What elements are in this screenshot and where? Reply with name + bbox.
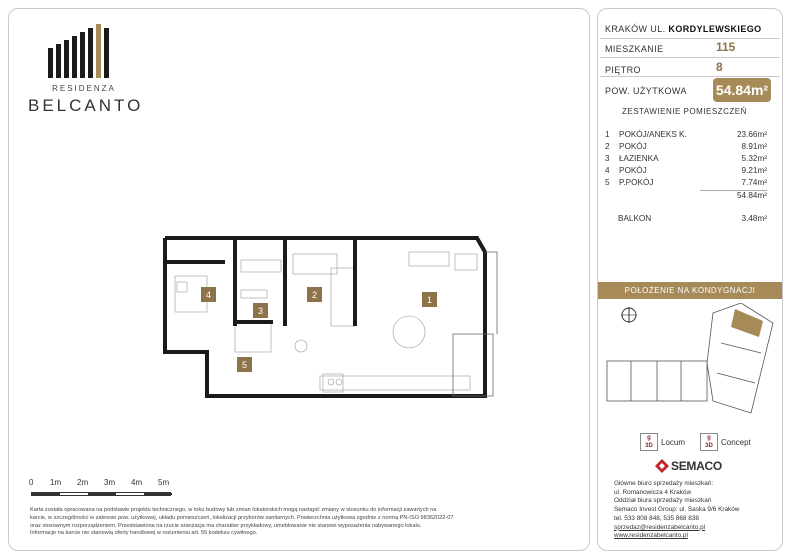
plan-walls (165, 238, 485, 396)
scale-label: 5m (158, 478, 170, 487)
floor-location-map (601, 303, 779, 423)
room-area: 7.74m² (741, 178, 767, 187)
concept-logo: g 3D (700, 433, 718, 451)
logo-bar (72, 36, 77, 78)
scale-label: 1m (50, 478, 62, 487)
contact-line: Semaco Invest Group: ul. Saska 9/6 Kraków (614, 506, 740, 514)
partner-logos (640, 433, 780, 453)
logo-bar (104, 28, 109, 78)
room-number-1: 1 (426, 295, 433, 305)
apartment-highlight (731, 309, 763, 337)
rooms-title: ZESTAWIENIE POMIESZCZEŃ (622, 107, 747, 116)
room-num: 1 (605, 130, 610, 139)
room-num: 4 (605, 166, 610, 175)
logo-bar (80, 32, 85, 78)
logo-bar (56, 44, 61, 78)
room-name: POKÓJ (619, 142, 647, 151)
disclaimer (30, 507, 580, 538)
divider (600, 57, 780, 58)
area-badge: 54.84m² (713, 78, 771, 102)
room-num: 5 (605, 178, 610, 187)
room-row (605, 154, 767, 165)
area-label: POW. UŻYTKOWA (605, 86, 687, 96)
room-number-2: 2 (311, 290, 318, 300)
balcony-label: BALKON (618, 214, 652, 223)
room-row (605, 166, 767, 177)
scale-label: 0 (29, 478, 34, 487)
plan-balcony (453, 252, 497, 396)
divider (600, 38, 780, 39)
room-row (605, 130, 767, 141)
locum-logo: g 3D (640, 433, 658, 451)
address-prefix: KRAKÓW UL. (605, 24, 666, 34)
compass-icon (621, 307, 637, 323)
room-area: 23.66m² (736, 130, 767, 139)
scale-ruler (31, 492, 171, 496)
room-area: 8.91m² (741, 142, 767, 151)
room-num: 3 (605, 154, 610, 163)
apartment-label: MIESZKANIE (605, 44, 664, 54)
contact-line: tel. 533 808 848, 535 868 838 (614, 514, 699, 522)
room-area: 5.32m² (741, 154, 767, 163)
logo-bar (88, 28, 93, 78)
floor-number: 8 (716, 60, 723, 74)
room-number-4: 4 (205, 290, 212, 300)
address (605, 24, 762, 34)
brand-subtitle: RESIDENZA (52, 84, 116, 93)
logo-bar (48, 48, 53, 78)
room-name: ŁAZIENKA (619, 154, 659, 163)
floor-label: PIĘTRO (605, 65, 641, 75)
semaco-mark-icon (655, 459, 669, 473)
email-link[interactable]: sprzedaz@residenzabelcanto.pl (614, 523, 706, 531)
contact-info (614, 480, 782, 541)
scale-label: 2m (77, 478, 89, 487)
room-row (605, 178, 767, 189)
room-number-3: 3 (257, 306, 264, 316)
balcony-area: 3.48m² (741, 214, 767, 223)
scale-label: 3m (104, 478, 116, 487)
disclaimer-line: karcie, w szczególności w zakresie pow. użytkowej, układu pomieszczeń, lokalizacji przyborów sanitarnych. Powierzchnia użytkowa zgodnie z normą PN-ISO 98362022-07 (30, 514, 454, 521)
divider (600, 76, 780, 77)
floor-plan (155, 226, 505, 406)
scale-bar (26, 478, 176, 498)
plan-furniture (175, 252, 477, 392)
contact-line: ul. Romanowicza 4 Kraków (614, 488, 692, 496)
room-row (605, 142, 767, 153)
floor-banner: POŁOŻENIE NA KONDYGNACJI (598, 282, 782, 299)
partner-name: Concept (721, 438, 751, 447)
disclaimer-line: oraz stosownym rozporządzeniem. Przedstawiona na rzucie aranżacja ma charakter przykładowy, umeblowanie nie stanowi wyposażenia nabywanego lokalu. (30, 522, 422, 529)
partner-name: Locum (661, 438, 686, 447)
semaco-logo (655, 458, 755, 474)
room-name: P.POKÓJ (619, 178, 654, 187)
room-area: 9.21m² (741, 166, 767, 175)
logo-bar-gold (96, 24, 101, 78)
room-number-5: 5 (241, 360, 248, 370)
company-name: SEMACO (671, 459, 722, 473)
room-name: POKÓJ (619, 166, 647, 175)
disclaimer-line: Karta została opracowana na podstawie projektu technicznego, w toku budowy lub zmian lokatorskich mogą nastąpić zmiany w stosunku do informacji zawartych na (30, 507, 437, 513)
street-name: KORDYLEWSKIEGO (668, 24, 762, 34)
scale-label: 4m (131, 478, 143, 487)
rooms-total: 54.84m² (736, 191, 767, 200)
room-num: 2 (605, 142, 610, 151)
contact-line: Oddział biura sprzedaży mieszkań (614, 497, 712, 505)
website-link[interactable]: www.residenzabelcanto.pl (614, 532, 688, 540)
contact-line: Główne biuro sprzedaży mieszkań: (614, 480, 714, 487)
apartment-number: 115 (716, 40, 736, 54)
brand-name: BELCANTO (28, 96, 144, 115)
logo-bar (64, 40, 69, 78)
room-name: POKÓJ/ANEKS K. (619, 130, 687, 139)
disclaimer-line: Informacje na karcie nie stanowią oferty handlowej w rozumieniu art. 55 kodeksu cywilnego. (30, 530, 258, 537)
